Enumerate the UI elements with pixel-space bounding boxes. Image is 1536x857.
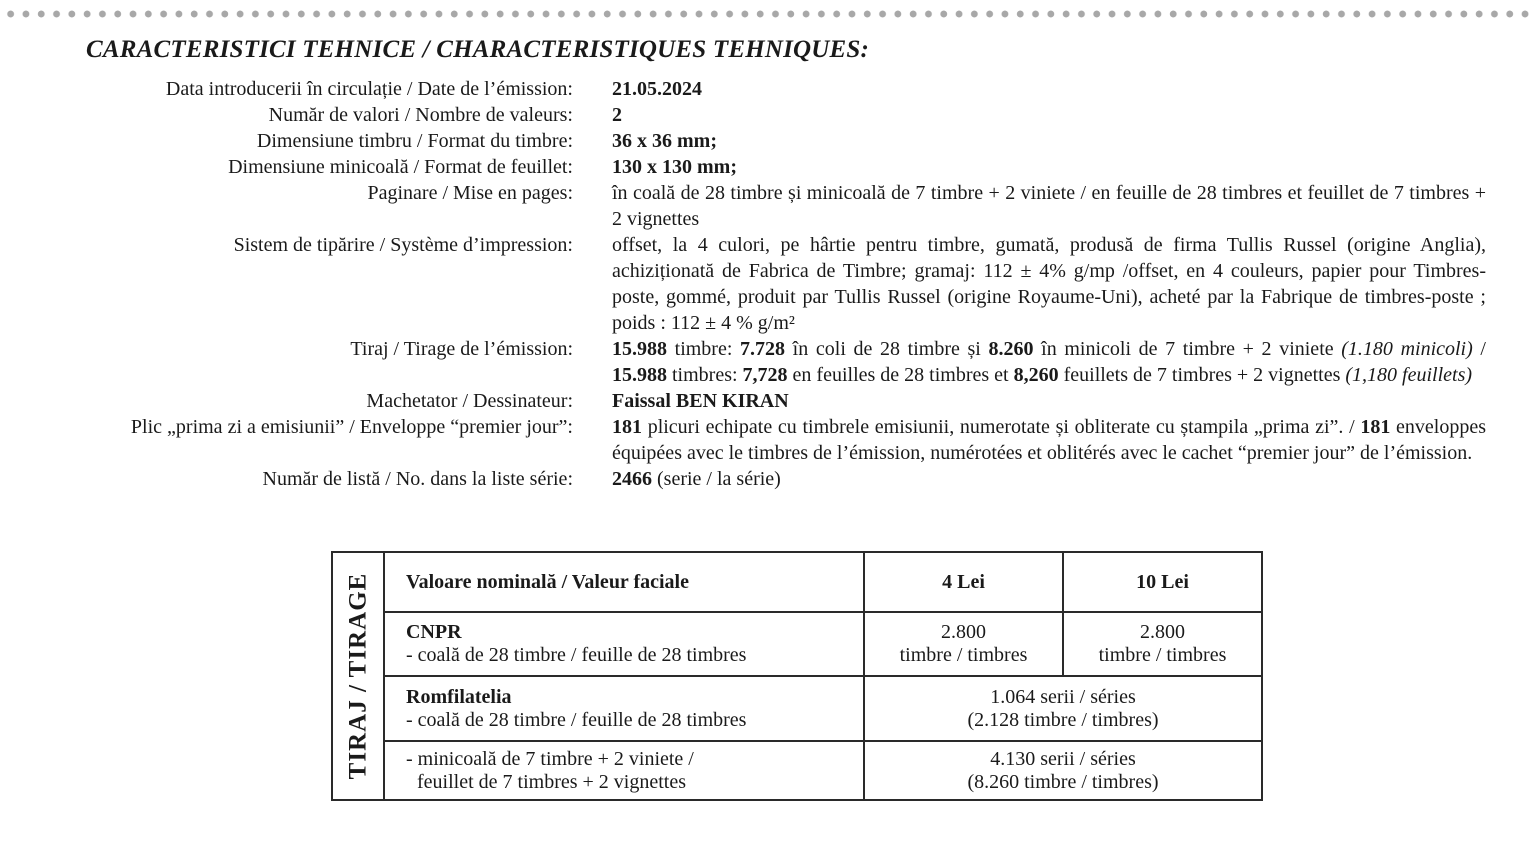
spec-label: Număr de listă / No. dans la liste série: (262, 468, 573, 490)
spec-row-list-no (0, 466, 1536, 492)
header-face-value: Valoare nominală / Valeur faciale (384, 552, 864, 612)
cell-value: 2.800 (941, 621, 986, 643)
cell-unit: timbre / timbres (1098, 644, 1227, 666)
dotted-border (0, 10, 1536, 18)
row-line: - minicoală de 7 timbre + 2 viniete / (406, 747, 694, 770)
spec-value: offset, la 4 culori, pe hârtie pentru timbre, gumată, produsă de firma Tullis Russel (origine Anglia), achiziționată de Fabrica de Timbre; gramaj: 112 ± 4% g/mp /offset, en 4 couleurs, papier pour Timbres-poste, gommé, produit par Tullis Russel (origine Royaume-Uni), acheté par la Fabrique de timbres-poste ; poids : 112 ± 4 % g/m² (612, 234, 1486, 334)
row-title: CNPR (406, 621, 462, 643)
spec-row-count (0, 102, 1536, 128)
spec-label: Număr de valori / Nombre de valeurs: (268, 104, 573, 126)
cell-value: 1.064 serii / séries (990, 685, 1136, 708)
spec-label: Sistem de tipărire / Système d’impression: (233, 234, 573, 256)
spec-row-layout (0, 180, 1536, 232)
spec-row-designer (0, 388, 1536, 414)
spec-value: 36 x 36 mm; (612, 130, 717, 152)
page-title: CARACTERISTICI TEHNICE / CHARACTERISTIQUES TEHNIQUES: (86, 36, 870, 63)
print-run-table (331, 551, 1263, 801)
table-side-label: TIRAJ / TIRAGE (332, 552, 384, 800)
row-subtitle: - coală de 28 timbre / feuille de 28 timbres (406, 708, 747, 731)
cell-value: 2.800 (1140, 621, 1185, 643)
spec-value: 130 x 130 mm; (612, 156, 737, 178)
spec-value: 15.988 timbre: 7.728 în coli de 28 timbre și 8.260 în minicoli de 7 timbre + 2 viniete (1.180 minicoli) / 15.988 timbres: 7,728 en feuilles de 28 timbres et 8,260 feuillets de 7 timbres + 2 vignettes (1,180 feuillets) (612, 338, 1486, 386)
spec-row-stamp-size (0, 128, 1536, 154)
cell-unit: (2.128 timbre / timbres) (967, 708, 1159, 731)
cell-value: 4.130 serii / séries (990, 747, 1136, 770)
spec-row-date (0, 76, 1536, 102)
spec-row-printing (0, 232, 1536, 336)
cell-unit: (8.260 timbre / timbres) (967, 770, 1159, 793)
table-row-minisheet (332, 741, 1262, 800)
table-row-romfilatelia (332, 676, 1262, 741)
spec-label: Plic „prima zi a emisiunii” / Enveloppe “premier jour”: (130, 416, 573, 438)
spec-value: Faissal BEN KIRAN (612, 390, 789, 412)
spec-label: Dimensiune timbru / Format du timbre: (256, 130, 573, 152)
spec-label: Data introducerii în circulație / Date de l’émission: (165, 78, 573, 100)
spec-value: în coală de 28 timbre și minicoală de 7 timbre + 2 viniete / en feuille de 28 timbres et feuillet de 7 timbres + 2 vignettes (612, 182, 1486, 230)
spec-label: Paginare / Mise en pages: (367, 182, 573, 204)
spec-value: 181 plicuri echipate cu timbrele emisiunii, numerotate și obliterate cu ștampila „prima zi”. / 181 enveloppes équipées avec le timbres de l’émission, numérotées et oblitérés avec le cachet “premier jour” de l’émission. (612, 416, 1486, 464)
specs-list (0, 76, 1536, 492)
row-title: Romfilatelia (406, 685, 512, 708)
header-10-lei: 10 Lei (1063, 552, 1262, 612)
header-4-lei: 4 Lei (864, 552, 1063, 612)
row-line: feuillet de 7 timbres + 2 vignettes (417, 770, 686, 793)
spec-label: Machetator / Dessinateur: (366, 390, 573, 412)
spec-value: 21.05.2024 (612, 78, 702, 100)
spec-label: Tiraj / Tirage de l’émission: (350, 338, 573, 360)
spec-value: 2 (612, 104, 622, 126)
spec-value: 2466 (serie / la série) (612, 468, 781, 490)
spec-label: Dimensiune minicoală / Format de feuillet: (228, 156, 573, 178)
row-subtitle: - coală de 28 timbre / feuille de 28 timbres (406, 644, 747, 666)
spec-row-fdc (0, 414, 1536, 466)
table-row-cnpr (332, 612, 1262, 676)
table-header-row (332, 552, 1262, 612)
spec-row-print-run (0, 336, 1536, 388)
spec-row-sheet-size (0, 154, 1536, 180)
cell-unit: timbre / timbres (899, 644, 1028, 666)
